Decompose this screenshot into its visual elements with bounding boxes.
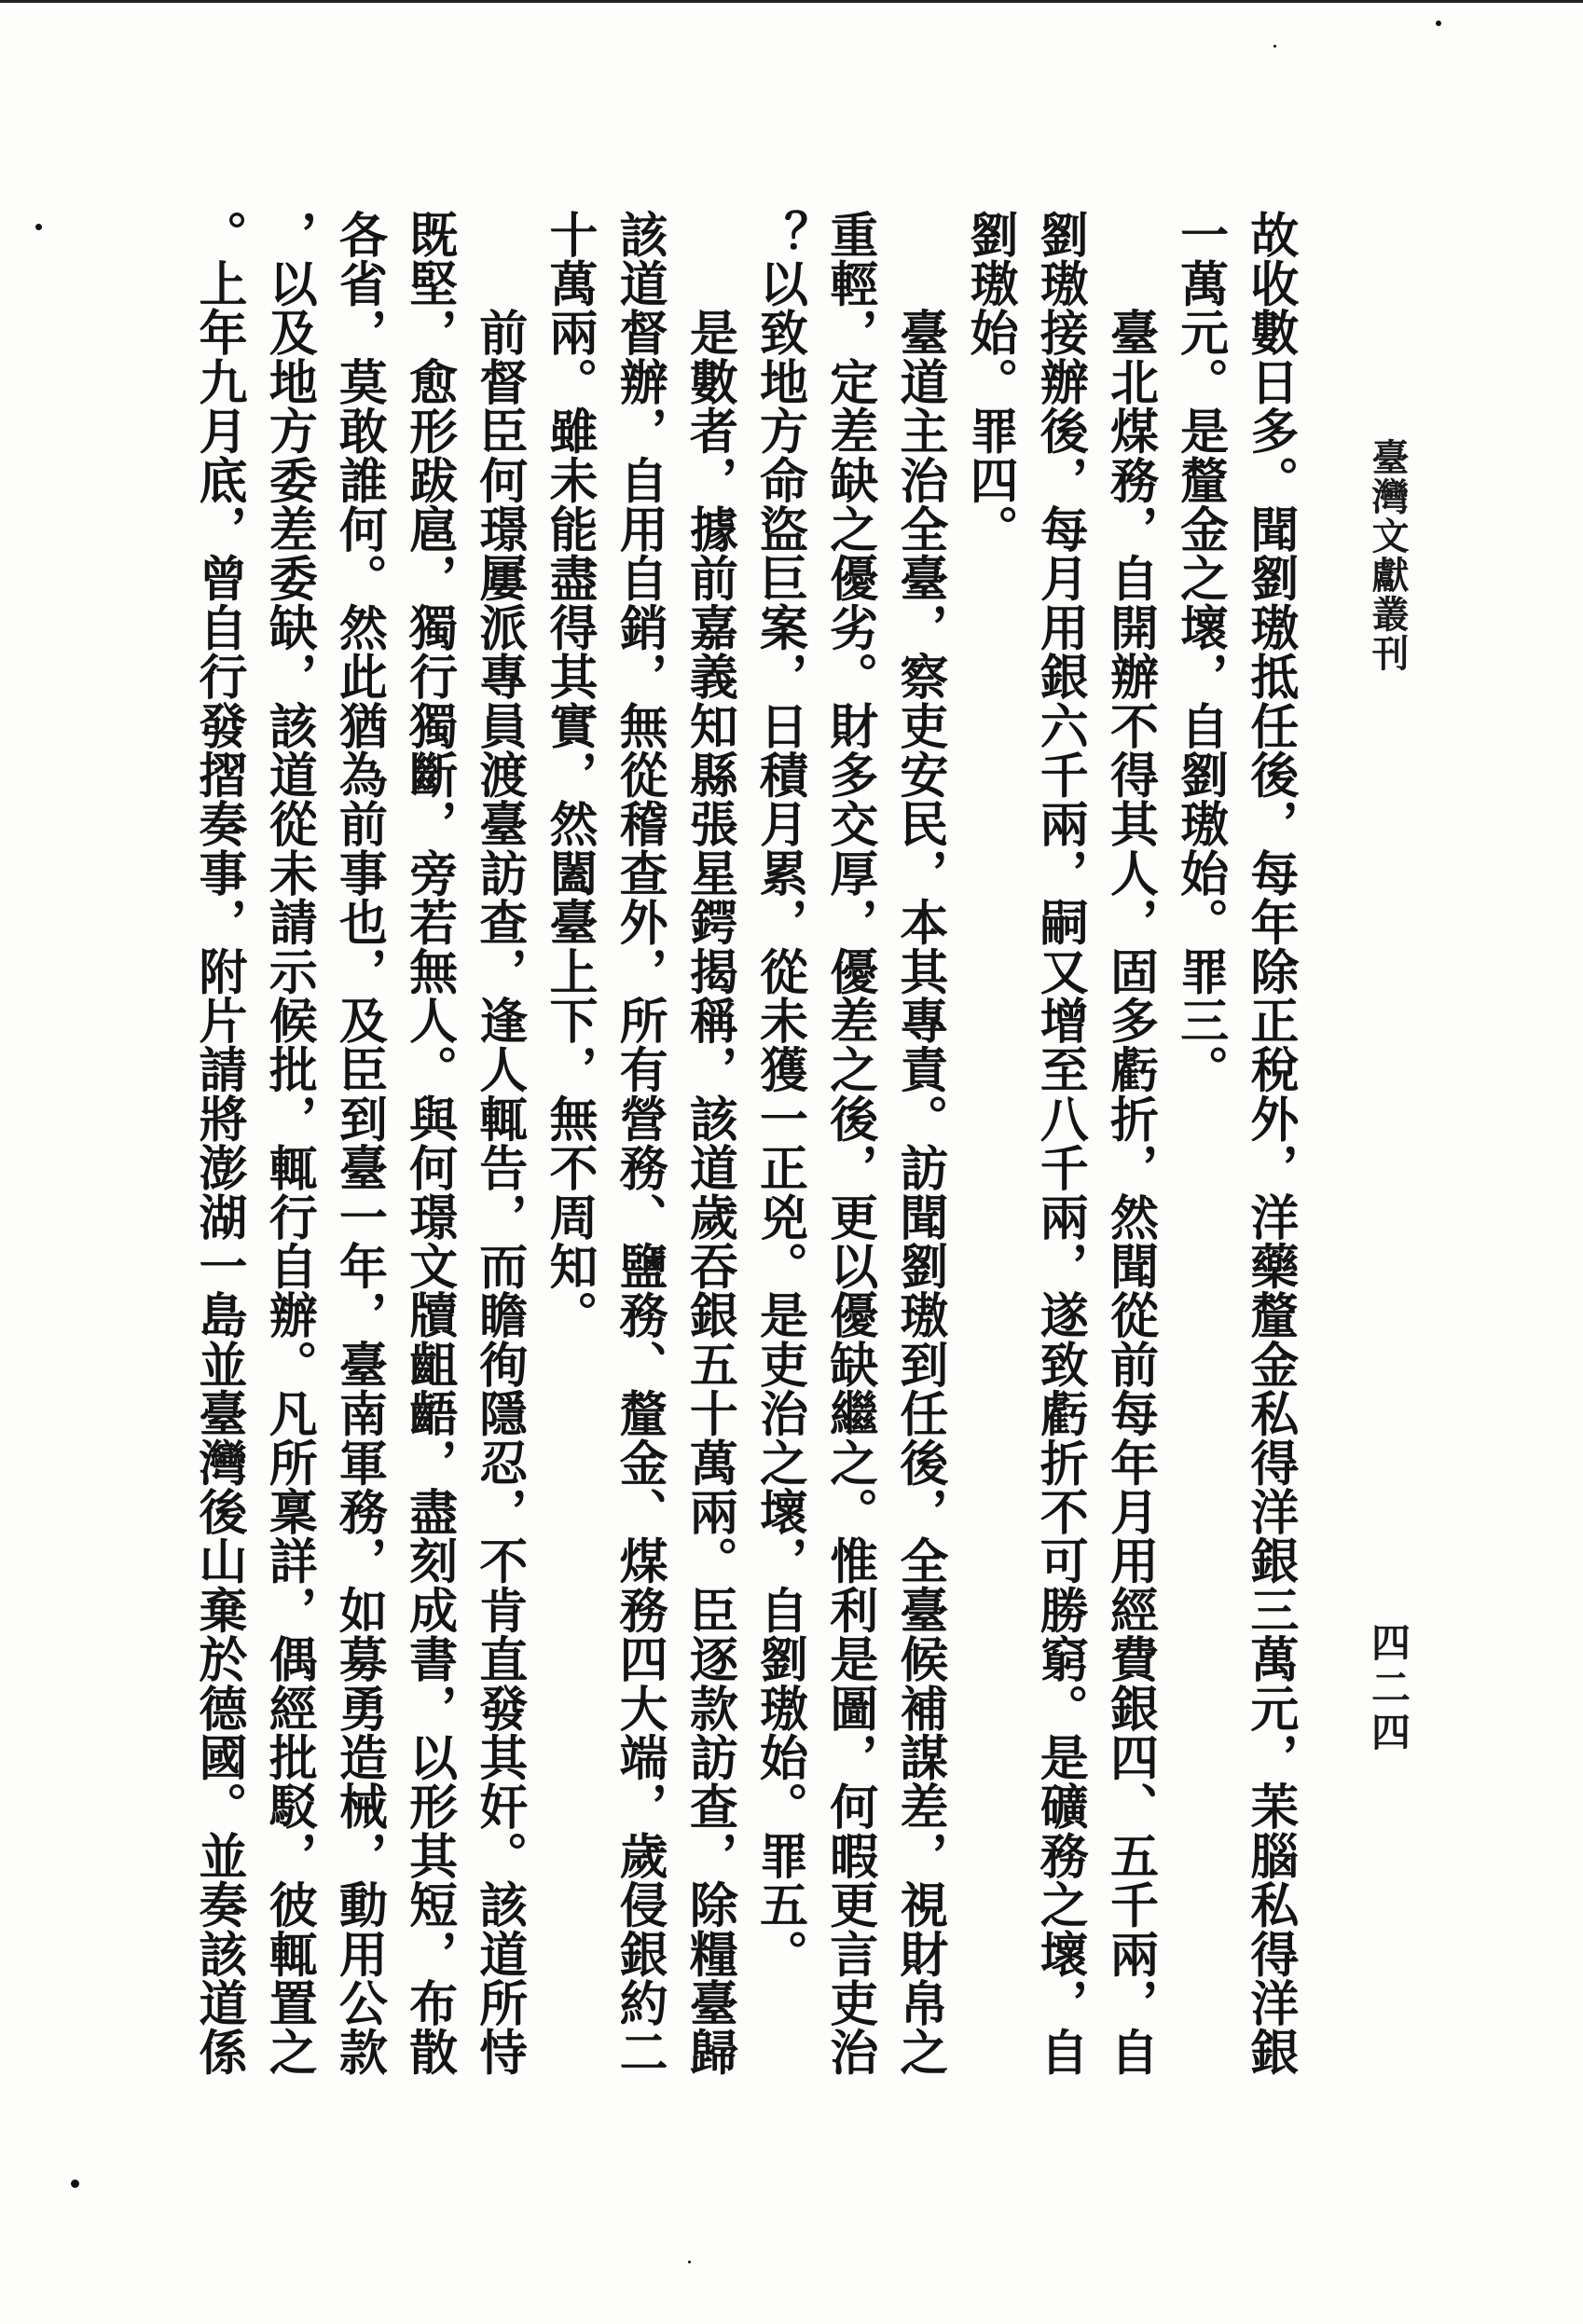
text-column-1: 故收數日多。聞劉璈抵任後，每年除正稅外，洋藥釐金私得洋銀三萬元，苿腦私得洋銀 (1241, 210, 1299, 2077)
text-column-9: 是數者，據前嘉義知縣張星鍔揭稱，該道歲吞銀五十萬兩。臣逐款訪查，除糧臺歸 (681, 210, 738, 2077)
text-column-11: 十萬兩。雖未能盡得其實，然闔臺上下，無不周知。 (540, 210, 598, 1341)
scan-speck (1436, 21, 1441, 26)
text-column-16: 。上年九月底，曾自行發摺奏事，附片請將澎湖一島並臺灣後山棄於德國。並奏該道係 (190, 210, 247, 2077)
text-column-10: 該道督辦，自用自銷，無從稽查外，所有營務、鹽務、釐金、煤務四大端，歲侵銀約二 (611, 210, 668, 2077)
text-column-7: 重輕，定差缺之優劣。財多交厚，優差之後，更以優缺繼之。惟利是圖，何暇更言吏治 (820, 210, 878, 2077)
top-border-line (0, 0, 1583, 3)
text-column-14: 各省，莫敢誰何。然此猶為前事也，及臣到臺一年，臺南軍務，如募勇造械，動用公款 (330, 210, 388, 2077)
text-column-8: ？以致地方命盜巨案，日積月累，從未獲一正兇。是吏治之壞，自劉璈始。罪五。 (750, 210, 808, 1979)
scan-speck (1273, 45, 1276, 48)
scan-speck (71, 2180, 79, 2188)
text-column-13: 既堅，愈形跋扈，獨行獨斷，旁若無人。與何璟文牘齟齬，盡刻成書，以形其短，布散 (400, 210, 458, 2077)
text-column-6: 臺道主治全臺，察吏安民，本其專責。訪聞劉璈到任後，全臺候補謀差，視財帛之 (890, 210, 948, 2077)
text-column-3: 臺北煤務，自開辦不得其人，固多虧折，然聞從前每年月用經費銀四、五千兩，自 (1101, 210, 1159, 2077)
text-column-15: ，以及地方委差委缺，該道從未請示候批，輒行自辦。凡所稟詳，偶經批駁，彼輒置之 (260, 210, 318, 2077)
scan-speck (35, 224, 42, 230)
text-column-5: 劉璈始。罪四。 (961, 210, 1019, 554)
body-text (190, 210, 1299, 2195)
page-number: 四二四 (1366, 1622, 1411, 1756)
text-column-12: 前督臣何璟屢派專員渡臺訪查，逢人輒告，而瞻徇隱忍，不肯直發其奸。該道所恃 (470, 210, 528, 2077)
text-column-2: 一萬元。是釐金之壞，自劉璈始。罪三。 (1171, 210, 1229, 1094)
text-column-4: 劉璈接辦後，每月用銀六千兩，嗣又增至八千兩，遂致虧折不可勝窮。是礦務之壞，自 (1031, 210, 1089, 2077)
scan-speck (688, 2261, 691, 2263)
running-title: 臺灣文獻叢刊 (1366, 438, 1410, 673)
